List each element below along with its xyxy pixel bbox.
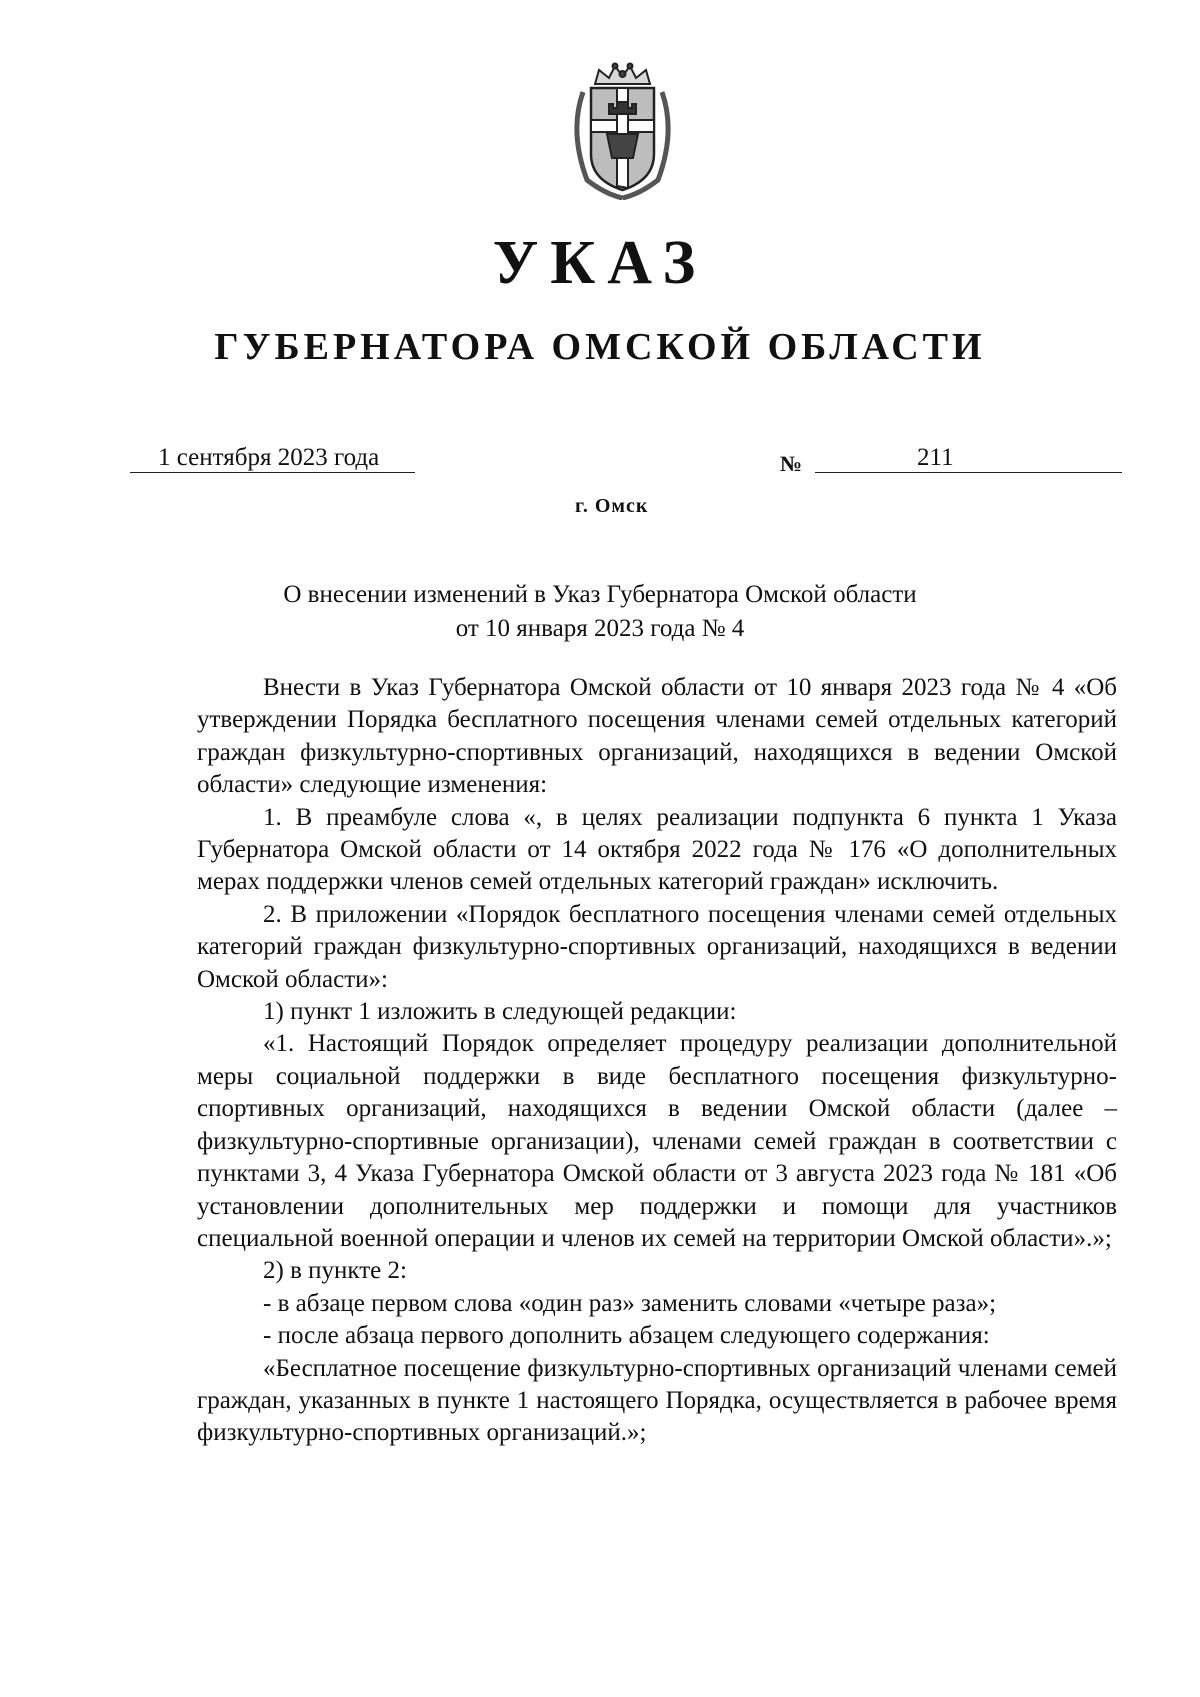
body-paragraph: - в абзаце первом слова «один раз» заменить словами «четыре раза»; bbox=[263, 1289, 997, 1317]
document-title: УКАЗ bbox=[492, 229, 708, 297]
decree-number: 211 bbox=[917, 444, 954, 471]
body-paragraph: Внести в Указ Губернатора Омской области от 10 января 2023 года № 4 «Об утверждении Порядка бесплатного посещения членами семей отдельных категорий граждан физкультурно-спортивных организаций, находящихся в ведении Омской области» следующие изменения: bbox=[197, 674, 1117, 799]
body-paragraph: 1. В преамбуле слова «, в целях реализации подпункта 6 пункта 1 Указа Губернатора Омской области от 14 октября 2022 года № 176 «О дополнительных мерах поддержки членов семей отдельных категорий граждан» исключить. bbox=[197, 803, 1117, 896]
decree-heading-line: О внесении изменений в Указ Губернатора Омской области bbox=[283, 581, 917, 608]
body-paragraph: - после абзаца первого дополнить абзацем следующего содержания: bbox=[263, 1322, 990, 1350]
document-subtitle: ГУБЕРНАТОРА ОМСКОЙ ОБЛАСТИ bbox=[214, 326, 986, 368]
city-label: г. Омск bbox=[575, 495, 649, 517]
decree-heading bbox=[0, 578, 1200, 646]
decree-date: 1 сентября 2023 года bbox=[158, 444, 380, 471]
decree-number-field bbox=[815, 444, 1122, 473]
decree-body bbox=[197, 672, 1117, 1450]
number-sign: № bbox=[780, 451, 803, 476]
decree-date-field bbox=[130, 444, 415, 473]
omsk-coat-of-arms-emblem bbox=[565, 62, 680, 200]
body-paragraph: 2) в пункте 2: bbox=[263, 1257, 407, 1285]
decree-heading-line: от 10 января 2023 года № 4 bbox=[455, 615, 745, 642]
body-paragraph: 2. В приложении «Порядок бесплатного посещения членами семей отдельных категорий граждан физкультурно-спортивных организаций, находящихся в ведении Омской области»: bbox=[197, 900, 1117, 993]
body-paragraph: «Бесплатное посещение физкультурно-спортивных организаций членами семей граждан, указанных в пункте 1 настоящего Порядка, осуществляется в рабочее время физкультурно-спортивных организаций.»; bbox=[197, 1354, 1117, 1447]
body-paragraph: 1) пункт 1 изложить в следующей редакции: bbox=[263, 998, 737, 1026]
body-paragraph: «1. Настоящий Порядок определяет процедуру реализации дополнительной меры социальной поддержки в виде бесплатного посещения физкультурно-спортивных организаций, находящихся в ведении Омской области (далее – физкультурно-спортивные организации), членами семей граждан в соответствии с пунктами 3, 4 Указа Губернатора Омской области от 3 августа 2023 года № 181 «Об установлении дополнительных мер поддержки и помощи для участников специальной военной операции и членов их семей на территории Омской области».»; bbox=[197, 1030, 1117, 1252]
